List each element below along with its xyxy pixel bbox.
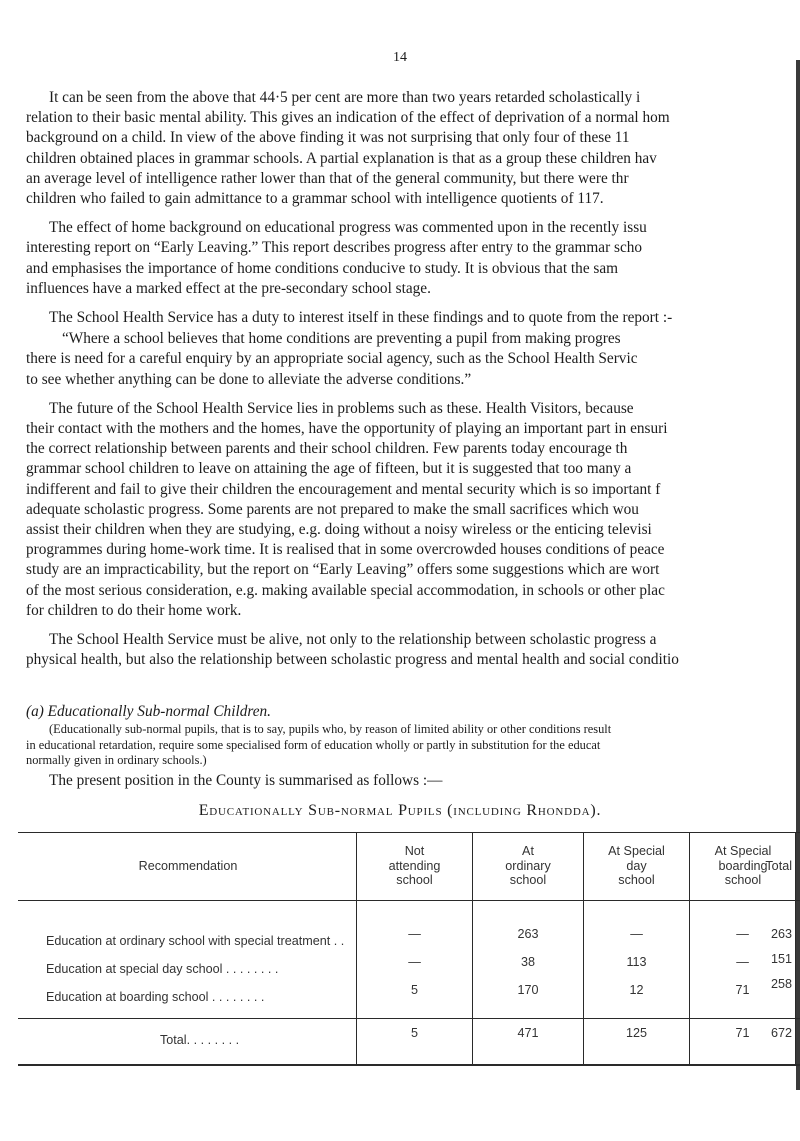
header-recommendation: Recommendation xyxy=(138,859,238,873)
text-line: “Where a school believes that home conditions are preventing a pupil from making progres xyxy=(62,330,621,348)
summary-line: The present position in the County is summarised as follows :— xyxy=(49,772,443,789)
total-not-attending: 5 xyxy=(410,1026,418,1040)
text-line: grammar school children to leave on attaining the age of fifteen, but it is suggested that too many a xyxy=(26,460,632,478)
header-line: ordinary xyxy=(505,858,551,873)
cell-special-boarding: 71 xyxy=(735,983,750,997)
text-line: and emphasises the importance of home conditions conducive to study. It is obvious that the sam xyxy=(26,259,619,277)
cell-ordinary: 170 xyxy=(517,983,539,997)
text-line: children obtained places in grammar schools. A partial explanation is that as a group these children hav xyxy=(26,149,657,167)
section-heading: (a) Educationally Sub-normal Children. xyxy=(26,703,272,720)
text-line: background on a child. In view of the above finding it was not surprising that only four of these 11 xyxy=(26,129,630,147)
table-bottom-rule xyxy=(18,1064,800,1066)
text-line: The effect of home background on educational progress was commented upon in the recently issu xyxy=(49,219,647,237)
text-line: for children to do their home work. xyxy=(26,601,242,619)
cell-special-day: 113 xyxy=(626,955,647,969)
text-line: an average level of intelligence rather lower than that of the general community, but there were thr xyxy=(26,169,629,187)
page-number: 14 xyxy=(393,50,407,65)
table-title: Educationally Sub-normal Pupils (including Rhondda). xyxy=(198,802,602,819)
paragraph-1 xyxy=(26,88,786,209)
cell-total: 258 xyxy=(770,977,792,991)
row-label: Education at boarding school . . . . . . . . xyxy=(46,990,265,1004)
header-line: school xyxy=(724,873,762,887)
header-line: school xyxy=(509,873,547,887)
cell-not-attending: 5 xyxy=(410,983,418,997)
text-line: of the most serious consideration, e.g. making available special accommodation, in schools or other plac xyxy=(26,581,665,599)
text-line: adequate scholastic progress. Some parents are not prepared to make the small sacrifices which wou xyxy=(26,500,639,518)
cell-ordinary: 263 xyxy=(517,927,539,941)
cell-special-boarding: — xyxy=(736,927,749,941)
text-line: normally given in ordinary schools.) xyxy=(26,753,207,767)
header-line: attending xyxy=(388,858,441,873)
page-edge-shadow xyxy=(796,60,800,1090)
body-text xyxy=(26,88,786,679)
text-line: The future of the School Health Service lies in problems such as these. Health Visitors, because xyxy=(49,399,634,417)
row-label: Education at special day school . . . . . . . . xyxy=(46,962,279,976)
cell-total: 151 xyxy=(770,952,792,966)
text-line: there is need for a careful enquiry by an appropriate social agency, such as the School Health Servic xyxy=(26,350,638,368)
text-line: The School Health Service must be alive, not only to the relationship between scholastic progress a xyxy=(49,631,657,649)
text-line: to see whether anything can be done to alleviate the adverse conditions.” xyxy=(26,370,472,388)
totals-rule xyxy=(18,1018,800,1019)
grand-total: 672 xyxy=(770,1026,792,1040)
text-line: study are an impracticability, but the report on “Early Leaving” offers some suggestions which are wort xyxy=(26,561,660,579)
header-line: At Special xyxy=(714,844,772,858)
text-line: (Educationally sub-normal pupils, that is to say, pupils who, by reason of limited ability or other conditions result xyxy=(49,722,612,736)
totals-label: Total. . . . . . . . xyxy=(160,1033,240,1047)
header-total: Total xyxy=(765,859,792,873)
cell-ordinary: 38 xyxy=(520,955,535,969)
text-line: interesting report on “Early Leaving.” This report describes progress after entry to the grammar scho xyxy=(26,239,643,257)
cell-special-day: — xyxy=(630,927,643,941)
header-line: school xyxy=(618,873,655,887)
cell-special-boarding: — xyxy=(736,955,749,969)
text-line: programmes during home-work time. It is realised that in some overcrowded houses conditions of peace xyxy=(26,541,665,559)
header-line: At Special xyxy=(608,844,665,858)
text-line: the correct relationship between parents and their school children. Few parents today encourage th xyxy=(26,440,628,458)
row-label: Education at ordinary school with special treatment . . xyxy=(46,934,345,948)
text-line: indifferent and fail to give their children the encouragement and mental security which is so important f xyxy=(26,480,661,498)
paragraph-2 xyxy=(26,218,786,299)
text-line: their contact with the mothers and the homes, have the opportunity of playing an important part in ensuri xyxy=(26,420,668,438)
header-line: boarding xyxy=(718,858,768,873)
header-ordinary-school xyxy=(473,844,583,888)
paragraph-4 xyxy=(26,399,786,621)
total-special-day: 125 xyxy=(625,1026,647,1040)
total-ordinary: 471 xyxy=(517,1026,539,1040)
text-line: assist their children when they are studying, e.g. doing without a noisy wireless or the enticing televisi xyxy=(26,521,652,539)
cell-not-attending: — xyxy=(408,955,421,969)
definition-note xyxy=(26,722,786,769)
header-line: day xyxy=(626,858,647,873)
cell-total: 263 xyxy=(770,927,792,941)
quotation xyxy=(26,329,786,390)
header-line: Not xyxy=(404,844,425,858)
text-line: It can be seen from the above that 44·5 per cent are more than two years retarded scholastically i xyxy=(49,89,641,106)
text-line: relation to their basic mental ability. This gives an indication of the effect of deprivation of a normal hom xyxy=(26,109,670,127)
text-line: influences have a marked effect at the pre-secondary school stage. xyxy=(26,279,431,297)
table-top-rule xyxy=(18,832,800,833)
text-line: in educational retardation, require some specialised form of education wholly or partly in substitution for the educat xyxy=(26,737,601,752)
header-line: school xyxy=(396,873,433,887)
text-line: The School Health Service has a duty to interest itself in these findings and to quote from the report :- xyxy=(49,309,673,327)
cell-not-attending: — xyxy=(408,927,421,941)
text-line: physical health, but also the relationship between scholastic progress and mental health and social conditio xyxy=(26,651,679,669)
header-line: At xyxy=(522,844,534,858)
header-not-attending xyxy=(357,844,472,888)
paragraph-3 xyxy=(26,308,786,328)
header-special-day xyxy=(584,844,689,888)
total-special-boarding: 71 xyxy=(735,1026,750,1040)
paragraph-5 xyxy=(26,630,786,670)
cell-special-day: 12 xyxy=(629,983,644,997)
header-rule xyxy=(18,900,800,901)
text-line: children who failed to gain admittance to a grammar school with intelligence quotients of 117. xyxy=(26,190,604,208)
